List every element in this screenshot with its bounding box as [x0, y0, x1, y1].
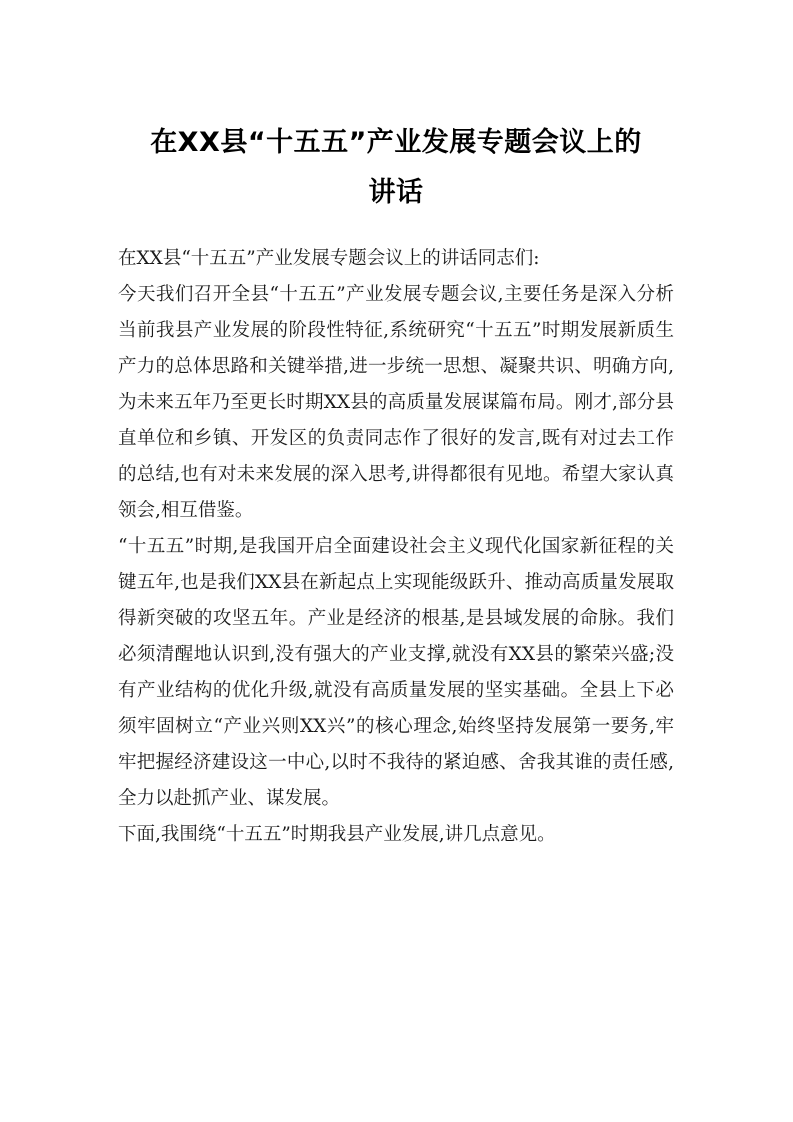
- document-body: [118, 241, 674, 853]
- paragraph-opening: 今天我们召开全县“十五五”产业发展专题会议,主要任务是深入分析当前我县产业发展的阶段性特征,系统研究“十五五”时期发展新质生产力的总体思路和关键举措,进一步统一思想、凝聚共识、明确方向,为未来五年乃至更长时期XX县的高质量发展谋篇布局。刚才,部分县直单位和乡镇、开发区的负责同志作了很好的发言,既有对过去工作的总结,也有对未来发展的深入思考,讲得都很有见地。希望大家认真领会,相互借鉴。: [118, 284, 674, 521]
- paragraph-transition: 下面,我围绕“十五五”时期我县产业发展,讲几点意见。: [118, 824, 556, 845]
- paragraph-greeting: 在XX县“十五五”产业发展专题会议上的讲话同志们:: [118, 248, 540, 269]
- title-line-2: 讲话: [368, 177, 424, 208]
- paragraph-context: “十五五”时期,是我国开启全面建设社会主义现代化国家新征程的关键五年,也是我们XX县在新起点上实现能级跃升、推动高质量发展取得新突破的攻坚五年。产业是经济的根基,是县域发展的命脉。我们必须清醒地认识到,没有强大的产业支撑,就没有XX县的繁荣兴盛;没有产业结构的优化升级,就没有高质量发展的坚实基础。全县上下必须牢固树立“产业兴则XX兴”的核心理念,始终坚持发展第一要务,牢牢把握经济建设这一中心,以时不我待的紧迫感、舍我其谁的责任感,全力以赴抓产业、谋发展。: [118, 536, 674, 809]
- document-page: [118, 118, 674, 853]
- document-title: [118, 118, 674, 218]
- title-line-1: 在XX县“十五五”产业发展专题会议上的: [150, 127, 642, 158]
